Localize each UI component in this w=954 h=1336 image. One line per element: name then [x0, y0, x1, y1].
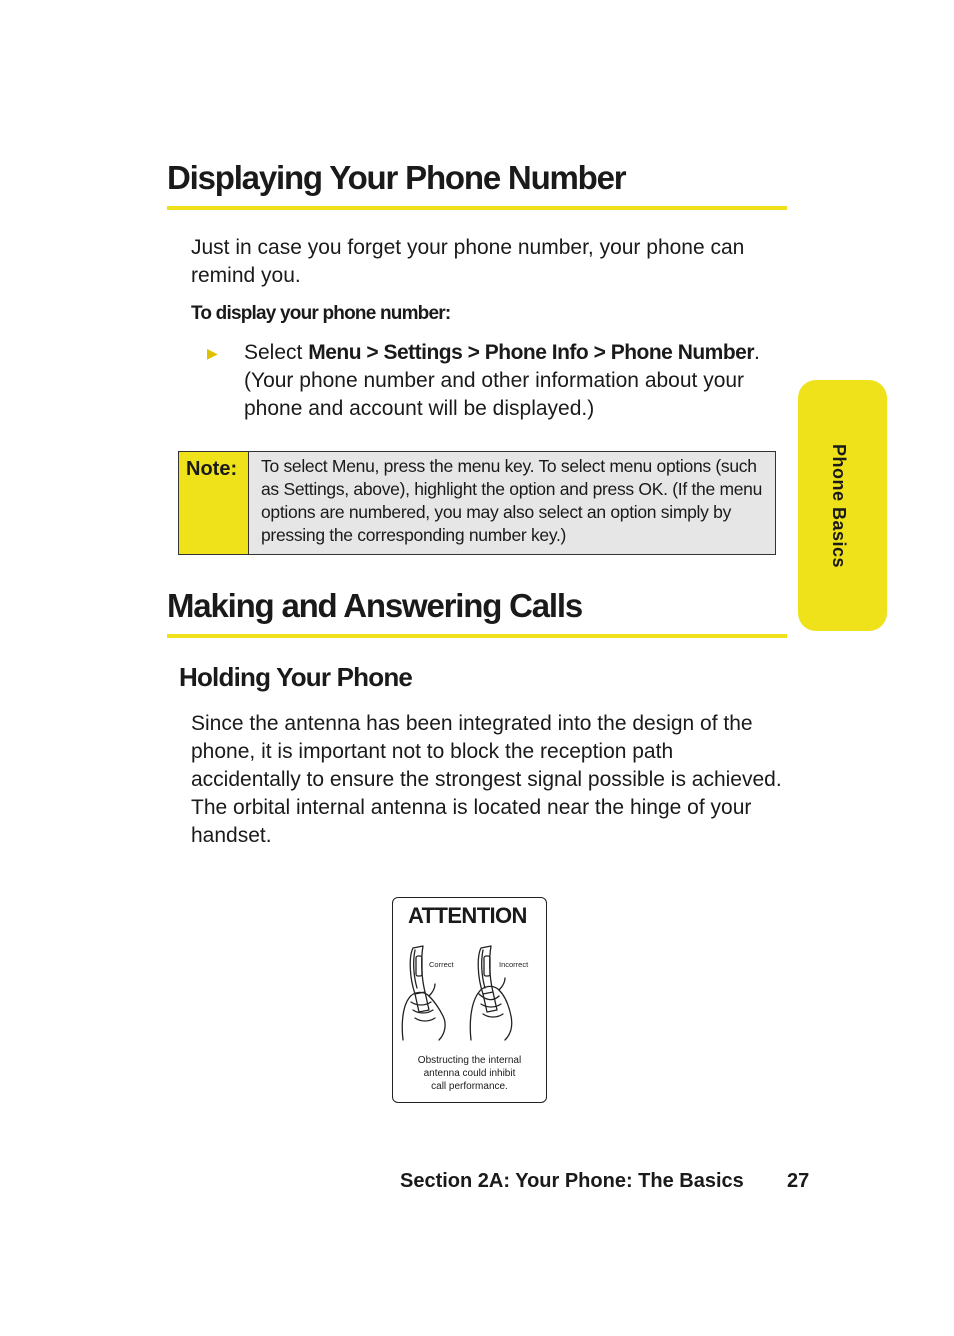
intro-paragraph: Just in case you forget your phone number, your phone can remind you. — [191, 236, 745, 287]
page-number: 27 — [787, 1170, 810, 1192]
hands-holding-phone-illustration — [399, 936, 539, 1051]
phone-incorrect-icon — [478, 946, 497, 1012]
note-box — [178, 451, 776, 555]
hand-incorrect-icon — [470, 978, 511, 1040]
step-text — [244, 339, 787, 423]
side-tab — [798, 380, 887, 631]
hand-correct-icon — [402, 984, 445, 1040]
heading-displaying-phone-number: Displaying Your Phone Number — [167, 158, 787, 210]
step-suffix: . (Your phone number and other information about your phone and account will be displayed.) — [244, 341, 760, 420]
step-phone-number: Phone Number — [610, 341, 755, 364]
attention-title: ATTENTION — [408, 903, 527, 928]
caption-line-1: Obstructing the internal — [417, 1055, 522, 1066]
caption-line-3: call performance. — [431, 1081, 508, 1092]
holding-paragraph: Since the antenna has been integrated into the design of the phone, it is important not to block the reception path accidentally to ensure the strongest signal possible is achieved. The orbital internal antenna is located near the hinge of your handset. — [191, 712, 782, 847]
label-incorrect: Incorrect — [499, 960, 529, 969]
attention-caption — [393, 1054, 546, 1093]
side-tab-label: Phone Basics — [829, 444, 849, 569]
step-settings: Settings — [383, 341, 463, 364]
note-text: To select Menu, press the menu key. To select menu options (such as Settings, above), highlight the option and press OK. (If the menu options are numbered, you may also select an option simply by pressing the corresponding number key.) — [261, 456, 763, 545]
footer-section-label: Section 2A: Your Phone: The Basics — [400, 1170, 744, 1192]
step-menu: Menu — [308, 341, 362, 364]
step-phone-info: Phone Info — [484, 341, 589, 364]
procedure-heading: To display your phone number: — [191, 303, 451, 324]
caption-line-2: antenna could inhibit — [423, 1068, 516, 1079]
step-item — [207, 339, 787, 423]
heading-making-answering-calls: Making and Answering Calls — [167, 586, 787, 638]
step-sep-3: > — [588, 341, 611, 364]
label-correct: Correct — [429, 960, 454, 969]
attention-illustration — [392, 897, 547, 1103]
step-prefix: Select — [244, 341, 309, 364]
subheading-holding-phone: Holding Your Phone — [179, 662, 413, 692]
bullet-arrow-icon: ▶ — [207, 345, 218, 361]
step-sep-2: > — [462, 341, 485, 364]
note-label: Note: — [179, 452, 249, 554]
step-sep-1: > — [361, 341, 384, 364]
phone-correct-icon — [410, 946, 429, 1012]
